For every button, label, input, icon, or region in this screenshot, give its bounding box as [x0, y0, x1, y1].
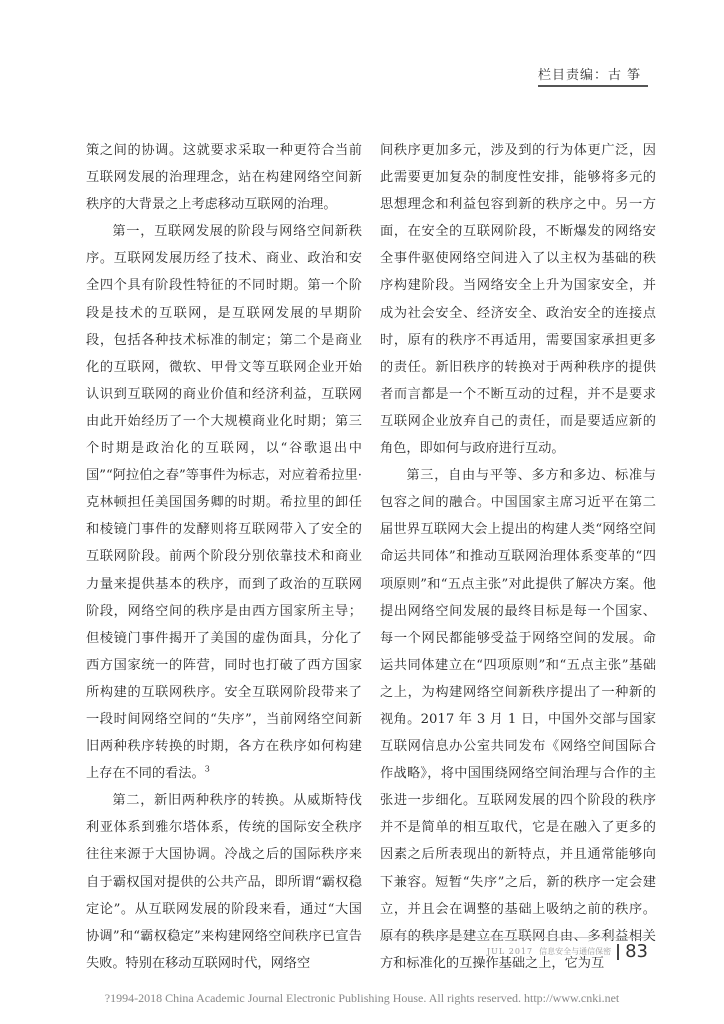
header-divider — [538, 85, 648, 87]
footer-divider — [380, 937, 648, 938]
right-paragraph-1: 间秩序更加多元，涉及到的行为体更广泛，因此需要更加复杂的制度性安排，能够将多元的思想理念和利益包容到新的秩序之中。另一方面，在安全的互联网阶段，不断爆发的网络安全事件驱使网络空间进入了以主权为基础的秩序构建阶段。当网络安全上升为国家安全，并成为社会安全、经济安全、政治安全的连接点时，原有的秩序不再适用，需要国家承担更多的责任。新旧秩序的转换对于两种秩序的提供者而言都是一个不断互动的过程，并不是要求互联网企业放弃自己的责任，而是要适应新的角色，即如何与政府进行互动。 — [380, 143, 656, 457]
column-editor-header: 栏目责编：古 筝 — [538, 68, 642, 83]
left-paragraph-2 — [86, 218, 362, 787]
footer-separator — [617, 944, 619, 960]
page-footer — [487, 941, 648, 962]
left-paragraph-3: 第二，新旧两种秩序的转换。从威斯特伐利亚体系到雅尔塔体系，传统的国际安全秩序往往来源于大国协调。冷战之后的国际秩序来自于霸权国对提供的公共产品，即所谓“霸权稳定论”。从互联网发展的阶段来看，通过“大国协调”和“霸权稳定”来构建网络空间秩序已宣告失败。特别在移动互联网时代，网络空 — [86, 793, 362, 971]
copyright-notice: ?1994-2018 China Academic Journal Electronic Publishing House. All rights reserved. http://www.cnki.net — [104, 991, 620, 1005]
left-text-column — [86, 137, 362, 977]
page-number: 83 — [625, 941, 648, 962]
journal-name: 信息安全与通信保密 — [539, 947, 612, 956]
left-paragraph-2-text: 第一，互联网发展的阶段与网络空间新秩序。互联网发展历经了技术、商业、政治和安全四个具有阶段性特征的不同时期。第一个阶段是技术的互联网，是互联网发展的早期阶段，包括各种技术标准的制定；第二个是商业化的互联网，微软、甲骨文等互联网企业开始认识到互联网的商业价值和经济利益，互联网由此开始经历了一个大规模商业化时期；第三个时期是政治化的互联网，以“谷歌退出中国”“阿拉伯之春”等事件为标志，对应着希拉里·克林顿担任美国国务卿的时期。希拉里的卸任和棱镜门事件的发酵则将互联网带入了安全的互联网阶段。前两个阶段分别依靠技术和商业力量来提供基本的秩序，而到了政治的互联网阶段，网络空间的秩序是由西方国家所主导；但棱镜门事件揭开了美国的虚伪面具，分化了西方国家统一的阵营，同时也打破了西方国家所构建的互联网秩序。安全互联网阶段带来了一段时间网络空间的“失序”，当前网络空间新旧两种秩序转换的时期，各方在秩序如何构建上存在不同的看法。 — [86, 224, 362, 782]
footnote-marker: 3 — [204, 764, 210, 774]
right-paragraph-2: 第三，自由与平等、多方和多边、标准与包容之间的融合。中国国家主席习近平在第二届世界互联网大会上提出的构建人类“网络空间命运共同体”和推动互联网治理体系变革的“四项原则”和“五点主张”对此提供了解决方案。他提出网络空间发展的最终目标是每一个国家、每一个网民都能够受益于网络空间的发展。命运共同体建立在“四项原则”和“五点主张”基础之上，为构建网络空间新秩序提出了一种新的视角。2017 年 3 月 1 日，中国外交部与国家互联网信息办公室共同发布《网络空间国际合作战略》，将中国围绕网络空间治理与合作的主张进一步细化。互联网发展的四个阶段的秩序并不是简单的相互取代，它是在融入了更多的因素之后所表现出的新特点，并且通常能够向下兼容。短暂“失序”之后，新的秩序一定会建立，并且会在调整的基础上吸纳之前的秩序。原有的秩序是建立在互联网自由、多利益相关方和标准化的互操作基础之上，它为互 — [380, 468, 656, 971]
issue-date: JUL 2017 — [486, 947, 534, 956]
right-text-column — [380, 137, 656, 977]
left-paragraph-1: 策之间的协调。这就要求采取一种更符合当前互联网发展的治理理念，站在构建网络空间新秩序的大背景之上考虑移动互联网的治理。 — [86, 143, 362, 213]
